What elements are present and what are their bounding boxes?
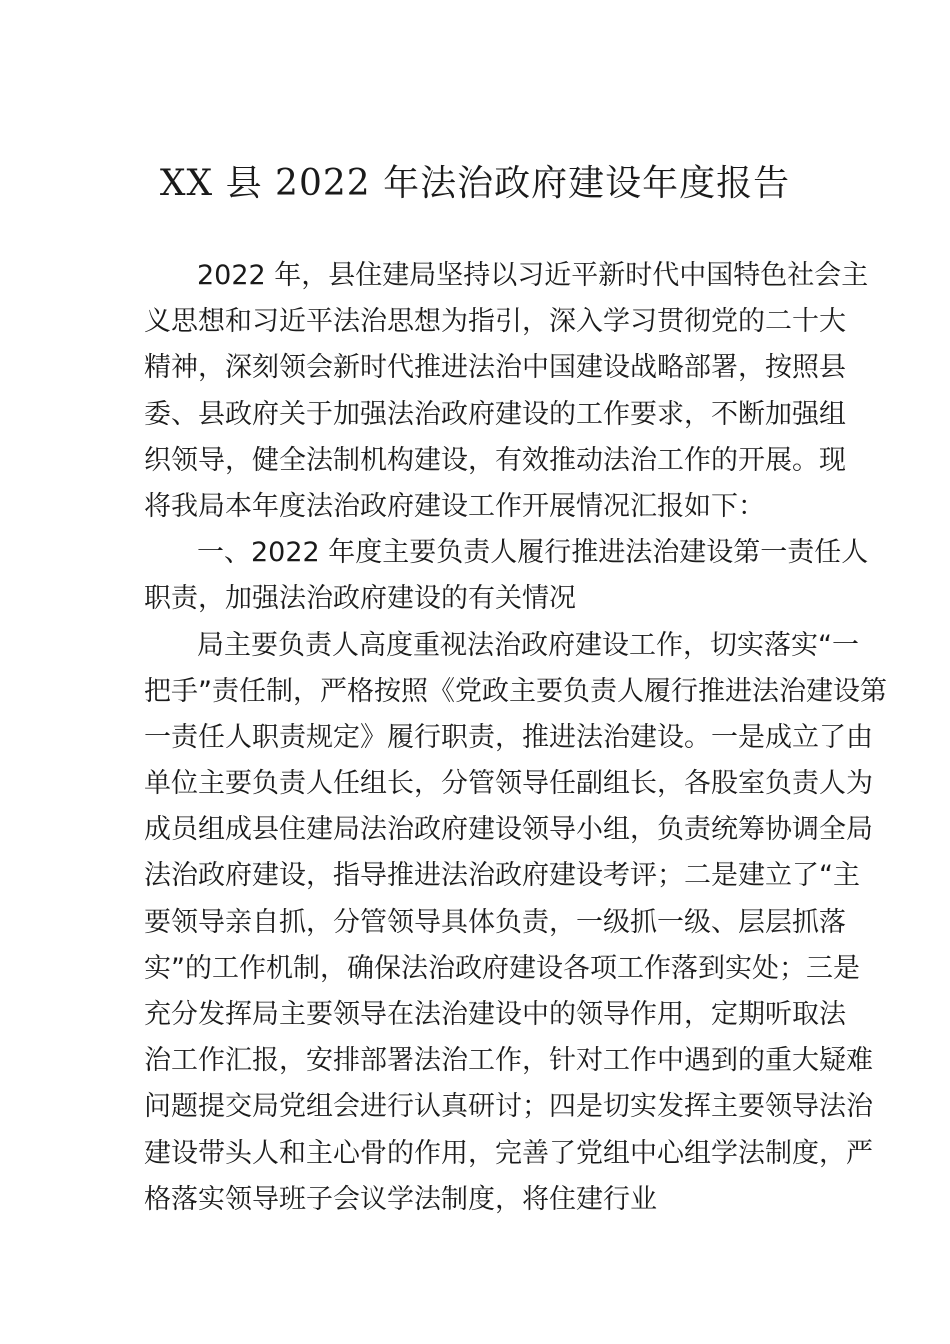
paragraph-line: 充分发挥局主要领导在法治建设中的领导作用，定期听取法 (144, 999, 846, 1030)
paragraph-line: 把手”责任制，严格按照《党政主要负责人履行推进法治建设第 (144, 675, 887, 707)
paragraph-line: 治工作汇报，安排部署法治工作，针对工作中遇到的重大疑难 (144, 1045, 873, 1077)
paragraph-line: 要领导亲自抓，分管领导具体负责，一级抓一级、层层抓落 (144, 906, 846, 938)
paragraph-line: 将我局本年度法治政府建设工作开展情况汇报如下： (144, 490, 765, 522)
paragraph-line: 一责任人职责规定》履行职责，推进法治建设。一是成立了由 (144, 721, 873, 753)
paragraph-line: 2022 年，县住建局坚持以习近平新时代中国特色社会主 (197, 260, 869, 291)
paragraph-line: 问题提交局党组会进行认真研讨；四是切实发挥主要领导法治 (144, 1091, 873, 1123)
paragraph-line: 义思想和习近平法治思想为指引，深入学习贯彻党的二十大 (144, 306, 846, 338)
paragraph-line: 实”的工作机制，确保法治政府建设各项工作落到实处；三是 (144, 952, 860, 984)
paragraph-line: 法治政府建设，指导推进法治政府建设考评；二是建立了“主 (144, 860, 860, 892)
paragraph-line: 局主要负责人高度重视法治政府建设工作，切实落实“一 (197, 629, 859, 661)
paragraph-line: 织领导，健全法制机构建设，有效推动法治工作的开展。现 (144, 444, 846, 476)
section-heading-line: 职责，加强法治政府建设的有关情况 (144, 583, 576, 615)
document-title: XX 县 2022 年法治政府建设年度报告 (159, 163, 791, 204)
paragraph-line: 成员组成县住建局法治政府建设领导小组，负责统筹协调全局 (144, 814, 873, 846)
paragraph-line: 格落实领导班子会议学法制度，将住建行业 (144, 1183, 657, 1215)
section-heading-line: 一、2022 年度主要负责人履行推进法治建设第一责任人 (197, 537, 869, 569)
paragraph-line: 精神，深刻领会新时代推进法治中国建设战略部署，按照县 (144, 352, 846, 384)
paragraph-line: 单位主要负责人任组长，分管领导任副组长，各股室负责人为 (144, 768, 873, 800)
paragraph-line: 委、县政府关于加强法治政府建设的工作要求，不断加强组 (144, 398, 846, 430)
document-body (144, 253, 887, 1223)
paragraph-line: 建设带头人和主心骨的作用，完善了党组中心组学法制度，严 (144, 1137, 873, 1169)
